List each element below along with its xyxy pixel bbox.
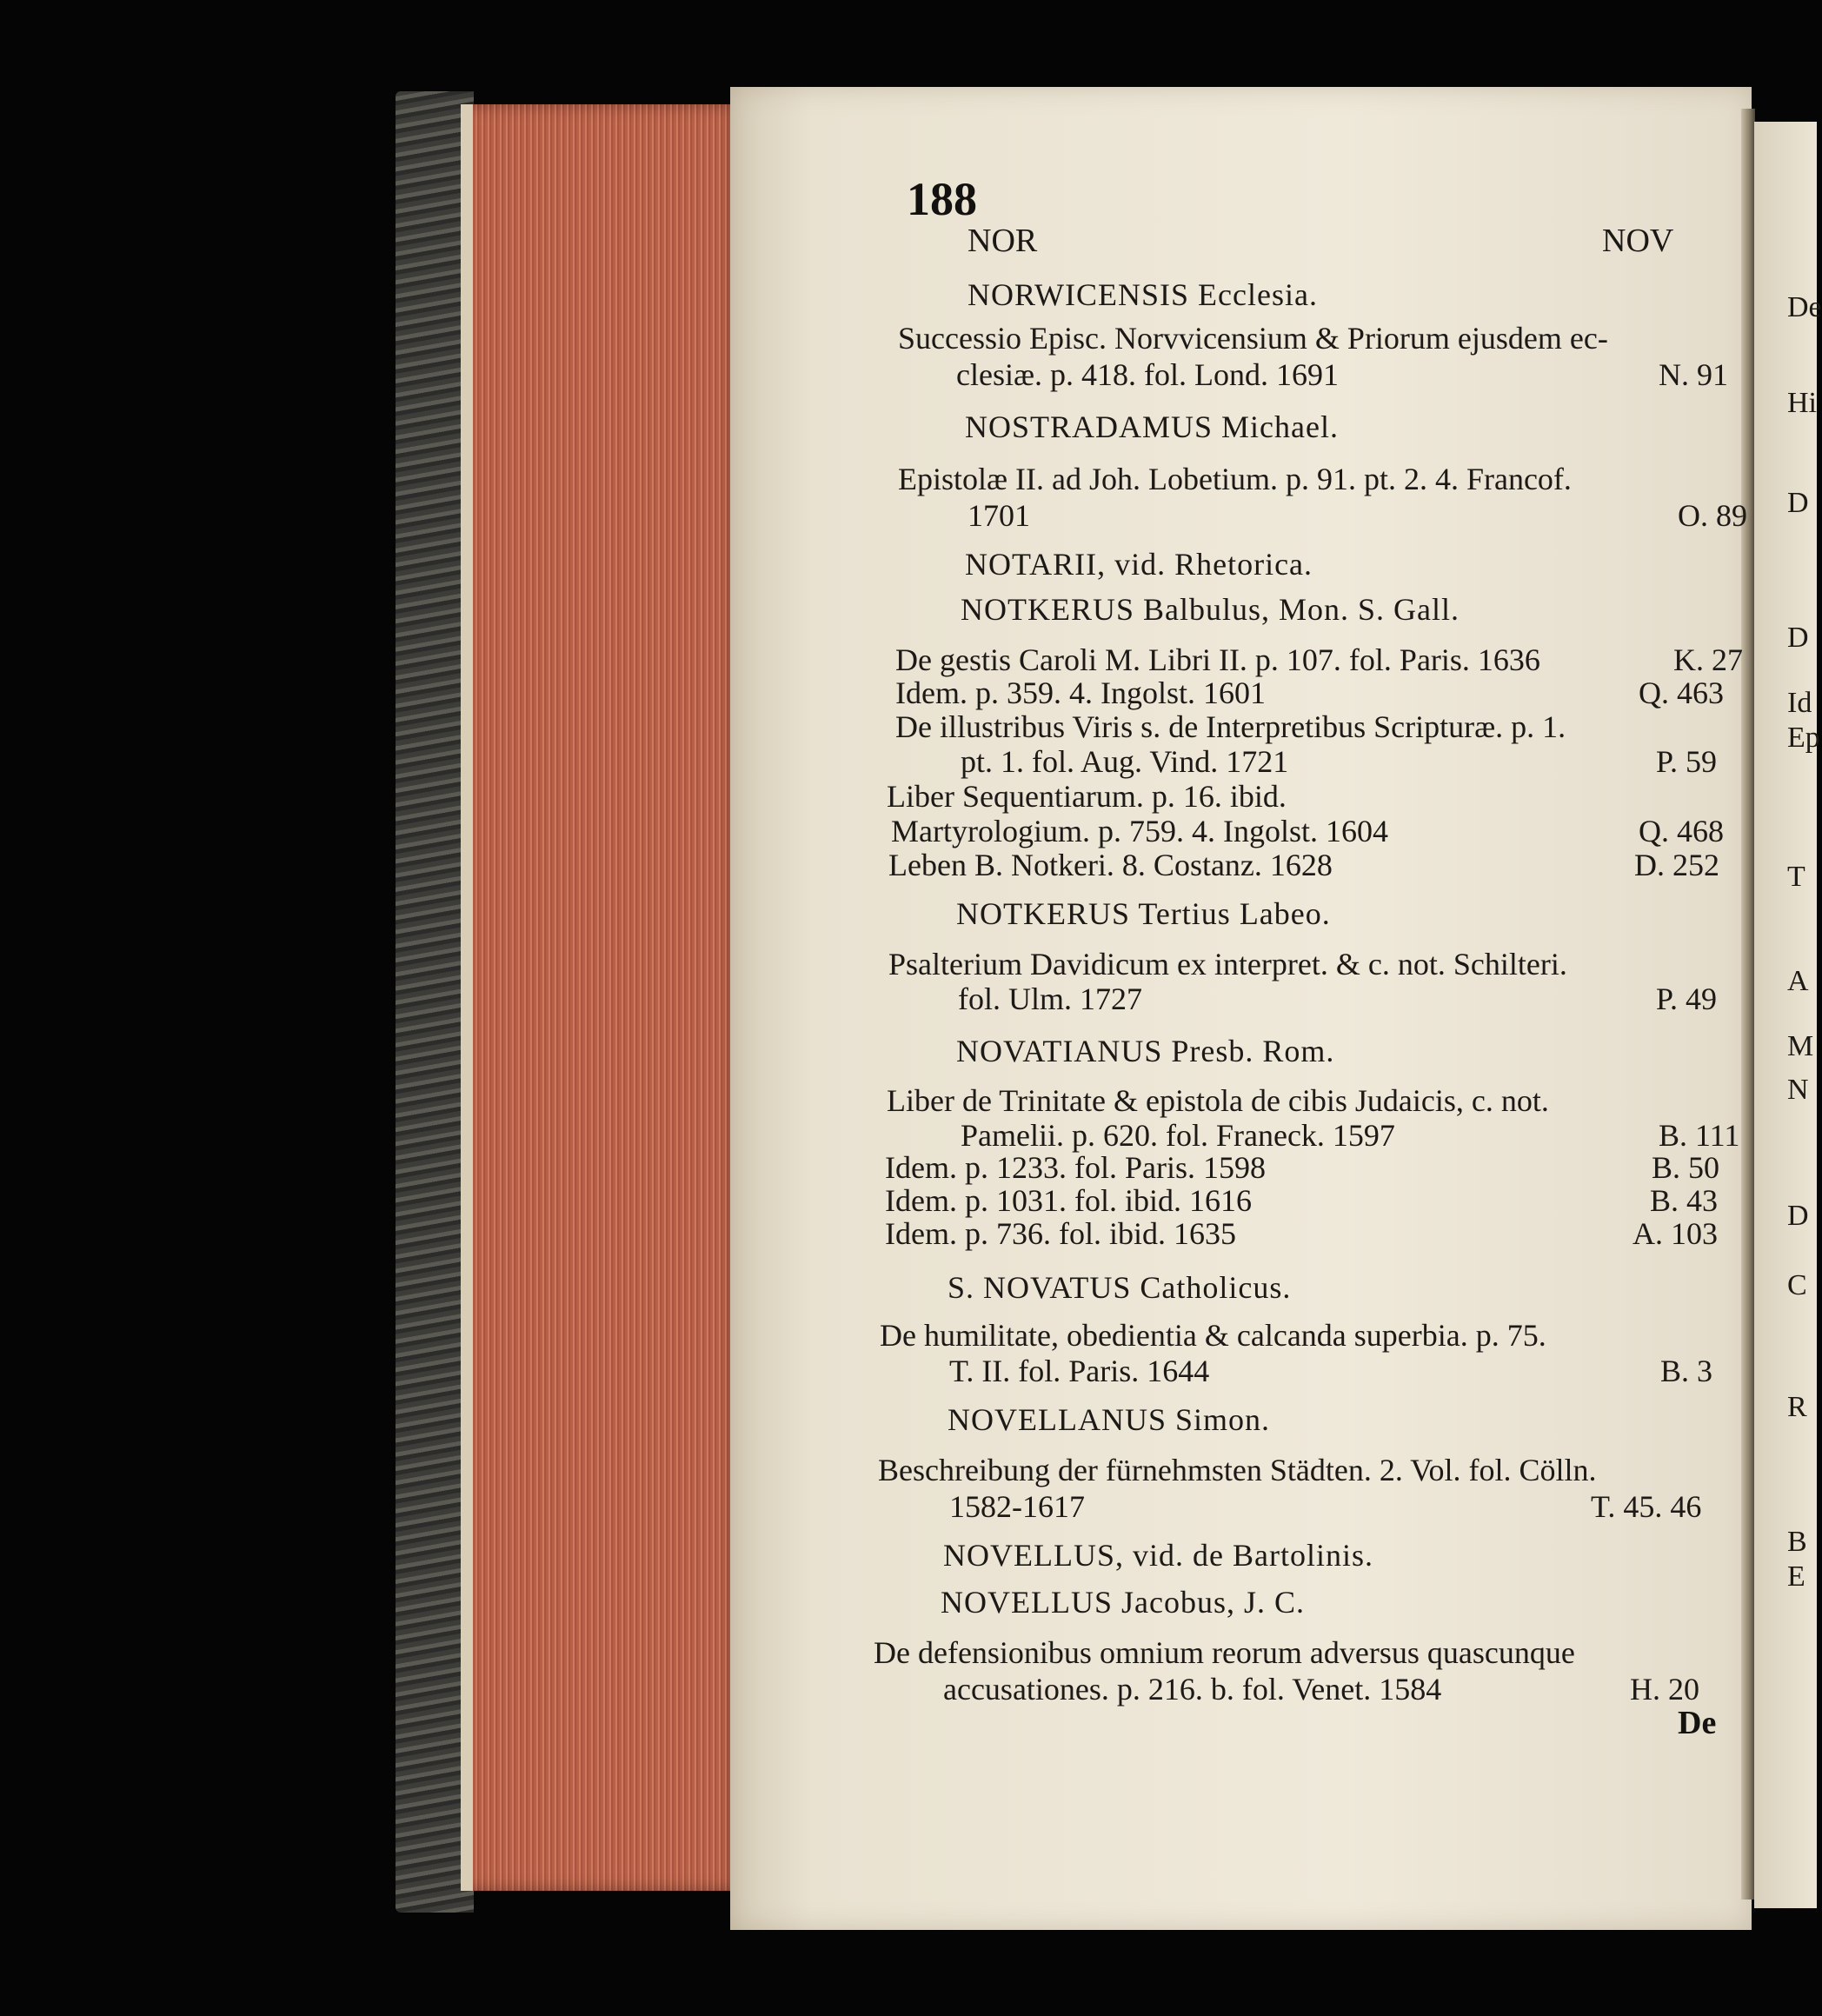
shelf-reference: B. 111 (1659, 1118, 1740, 1153)
entry-line: Psalterium Davidicum ex interpret. & c. not. Schilteri. (888, 947, 1567, 981)
entry-line: NOTKERUS Tertius Labeo. (956, 896, 1331, 931)
entry-line: T. II. fol. Paris. 1644 (949, 1354, 1210, 1388)
running-head-right: NOV (1602, 223, 1674, 259)
entry-line: Pamelii. p. 620. fol. Franeck. 1597 (961, 1118, 1395, 1153)
facing-page-text: Ep (1787, 722, 1820, 754)
page-edges (461, 104, 742, 1891)
facing-page-text: C (1787, 1269, 1807, 1301)
shelf-reference: H. 20 (1630, 1672, 1699, 1707)
page-number: 188 (907, 173, 977, 225)
entry-line: Liber Sequentiarum. p. 16. ibid. (887, 779, 1287, 814)
facing-page-text: N (1787, 1074, 1809, 1106)
shelf-reference: P. 49 (1656, 981, 1718, 1016)
shelf-reference: Q. 468 (1639, 814, 1724, 848)
facing-page-text: D (1787, 487, 1809, 519)
entry-line: NOVATIANUS Presb. Rom. (956, 1034, 1335, 1068)
shelf-reference: Q. 463 (1639, 675, 1724, 710)
entry-line: NOTKERUS Balbulus, Mon. S. Gall. (961, 592, 1460, 627)
facing-page-text: Hi (1787, 387, 1817, 419)
entry-line: NORWICENSIS Ecclesia. (968, 277, 1318, 312)
shelf-reference: P. 59 (1656, 744, 1718, 779)
entry-line: Idem. p. 1031. fol. ibid. 1616 (885, 1183, 1252, 1218)
shelf-reference: T. 45. 46 (1591, 1489, 1702, 1524)
running-head-left: NOR (968, 223, 1038, 259)
entry-line: Idem. p. 736. fol. ibid. 1635 (885, 1216, 1236, 1251)
shelf-reference: K. 27 (1673, 642, 1743, 677)
entry-line: fol. Ulm. 1727 (958, 981, 1142, 1016)
entry-line: S. NOVATUS Catholicus. (948, 1270, 1292, 1305)
entry-line: pt. 1. fol. Aug. Vind. 1721 (961, 744, 1289, 779)
shelf-reference: B. 50 (1652, 1150, 1720, 1185)
entry-line: 1701 (968, 498, 1030, 533)
shelf-reference: N. 91 (1659, 357, 1728, 392)
entry-line: accusationes. p. 216. b. fol. Venet. 1584 (943, 1672, 1442, 1707)
shelf-reference: B. 3 (1660, 1354, 1713, 1388)
facing-page-text: M (1787, 1030, 1814, 1062)
entry-line: De illustribus Viris s. de Interpretibus Scripturæ. p. 1. (895, 709, 1566, 744)
shelf-reference: A. 103 (1632, 1216, 1718, 1251)
shelf-reference: D. 252 (1634, 848, 1719, 882)
shelf-reference: O. 89 (1678, 498, 1747, 533)
facing-page-text: R (1787, 1391, 1807, 1423)
shelf-reference: B. 43 (1650, 1183, 1719, 1218)
entry-line: Martyrologium. p. 759. 4. Ingolst. 1604 (891, 814, 1388, 848)
entry-line: clesiæ. p. 418. fol. Lond. 1691 (956, 357, 1339, 392)
entry-line: Idem. p. 1233. fol. Paris. 1598 (885, 1150, 1266, 1185)
entry-line: 1582-1617 (949, 1489, 1085, 1524)
entry-line: Epistolæ II. ad Joh. Lobetium. p. 91. pt. 2. 4. Francof. (898, 462, 1572, 496)
entry-line: NOSTRADAMUS Michael. (965, 409, 1339, 444)
entry-line: De gestis Caroli M. Libri II. p. 107. fol. Paris. 1636 (895, 642, 1540, 677)
facing-page-text: De (1787, 291, 1822, 323)
entry-line: Leben B. Notkeri. 8. Costanz. 1628 (888, 848, 1333, 882)
entry-line: NOVELLUS Jacobus, J. C. (941, 1585, 1305, 1620)
catchword: De (1678, 1705, 1717, 1741)
book-gutter (1741, 109, 1755, 1900)
entry-line: Idem. p. 359. 4. Ingolst. 1601 (895, 675, 1266, 710)
facing-page-text: Id (1787, 687, 1812, 719)
entry-line: De humilitate, obedientia & calcanda superbia. p. 75. (880, 1318, 1546, 1353)
entry-line: Beschreibung der fürnehmsten Städten. 2. Vol. fol. Cölln. (878, 1453, 1597, 1487)
entry-line: NOVELLUS, vid. de Bartolinis. (943, 1538, 1373, 1573)
facing-page-text: A (1787, 965, 1809, 997)
facing-page-text: D (1787, 1200, 1809, 1232)
entry-line: NOVELLANUS Simon. (948, 1402, 1271, 1437)
facing-page-fragment (1754, 122, 1822, 1908)
facing-page-text: T (1787, 861, 1805, 893)
entry-line: Liber de Trinitate & epistola de cibis Judaicis, c. not. (887, 1083, 1549, 1118)
entry-line: NOTARII, vid. Rhetorica. (965, 547, 1313, 582)
facing-page-text: B (1787, 1526, 1807, 1558)
entry-line: De defensionibus omnium reorum adversus quascunque (874, 1635, 1575, 1670)
facing-page-text: D (1787, 622, 1809, 654)
entry-line: Successio Episc. Norvvicensium & Priorum ejusdem ec- (898, 321, 1608, 356)
facing-page-text: E (1787, 1560, 1805, 1593)
